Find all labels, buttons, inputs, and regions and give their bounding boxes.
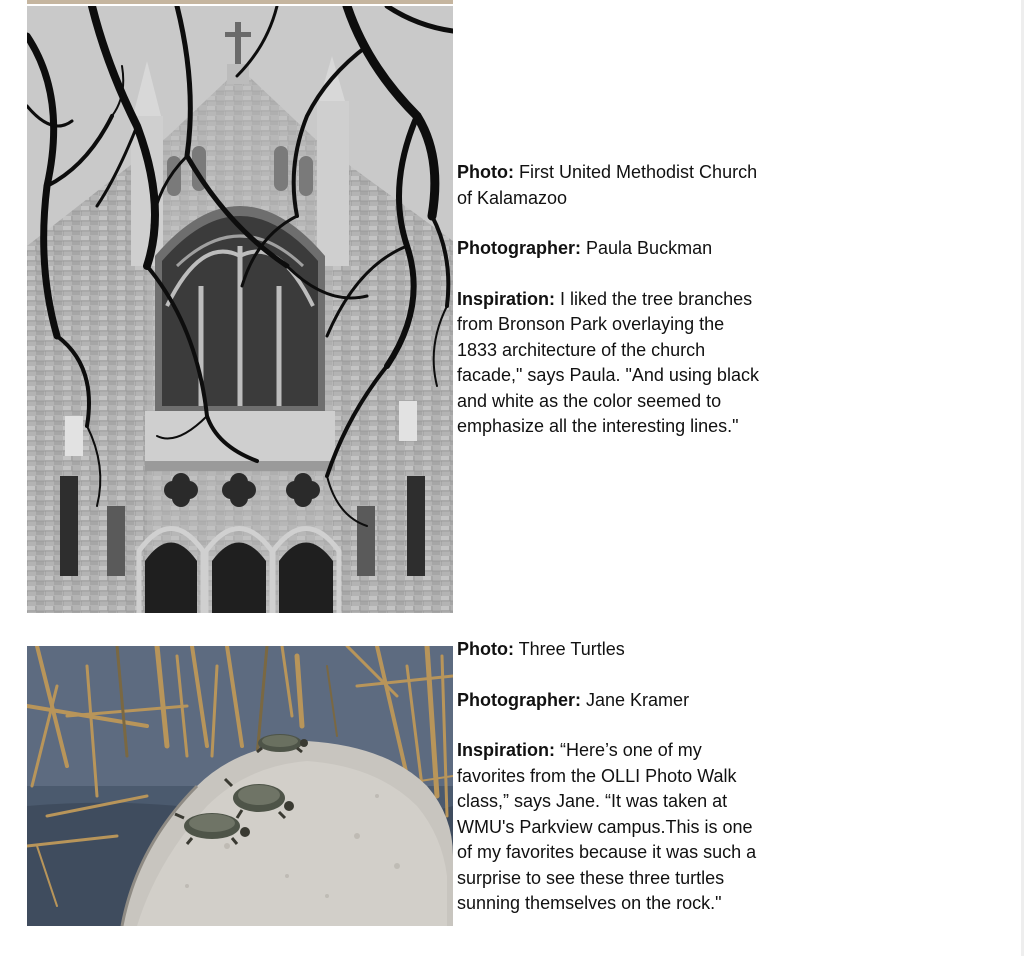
inspiration-text: “Here’s one of my favorites from the OLLI Photo Walk class,” says Jane. “It was taken at WMU's Parkview campus.This is one of my favorites because it was such a surprise to see these three turtles sunning themselves on the rock." — [457, 740, 757, 913]
photo-title: Three Turtles — [518, 639, 625, 659]
inspiration-line — [457, 738, 762, 917]
photo-label: Photo: — [457, 639, 514, 659]
photo-caption — [457, 637, 762, 917]
inspiration-line — [457, 287, 762, 440]
church-photo — [27, 6, 453, 613]
photographer-name: Jane Kramer — [586, 689, 690, 710]
previous-photo-edge — [27, 0, 453, 4]
photographer-line — [457, 688, 762, 714]
photographer-name: Paula Buckman — [586, 238, 713, 258]
photo-title: First United Methodist Church of Kalamazoo — [457, 162, 758, 208]
photographer-label: Photographer: — [457, 238, 581, 258]
inspiration-label: Inspiration: — [457, 740, 555, 760]
photo-title-line — [457, 160, 762, 211]
photo-entry-church — [27, 6, 767, 613]
photographer-line — [457, 236, 762, 262]
photo-caption — [457, 160, 762, 440]
photo-entry-turtles — [27, 637, 767, 937]
photo-label: Photo: — [457, 162, 514, 182]
turtles-photo — [27, 646, 453, 926]
inspiration-text: I liked the tree branches from Bronson Park overlaying the 1833 architecture of the church facade," says Paula. "And using black and white as the color seemed to emphasize all the interesting lines." — [457, 288, 759, 436]
inspiration-label: Inspiration: — [457, 288, 555, 309]
photographer-label: Photographer: — [457, 689, 581, 710]
photo-title-line — [457, 637, 762, 663]
